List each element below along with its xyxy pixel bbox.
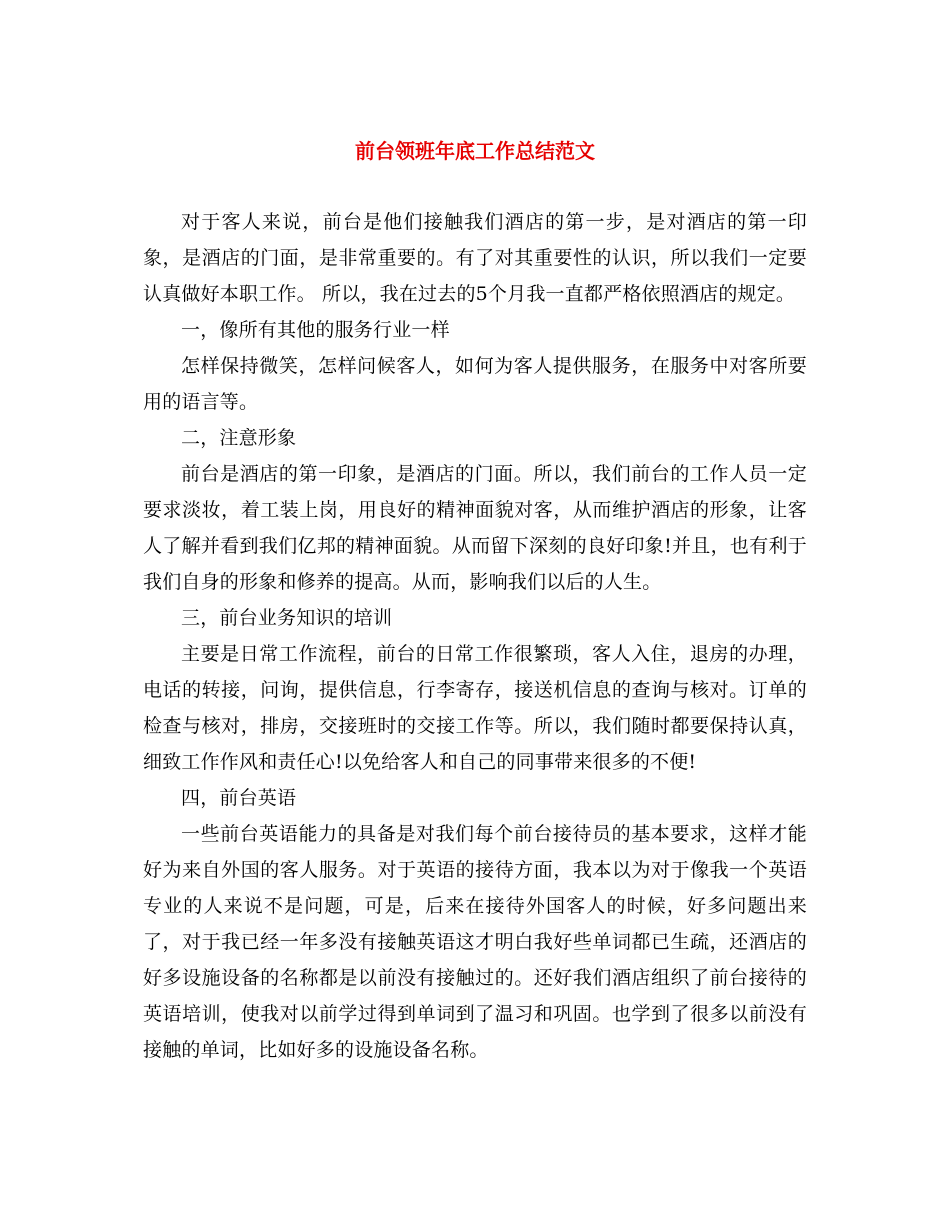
section-heading-3: 三，前台业务知识的培训 — [181, 607, 393, 629]
section-heading-1: 一，像所有其他的服务行业一样 — [181, 319, 450, 341]
document-title: 前台领班年底工作总结范文 — [355, 139, 595, 163]
paragraph-intro: 对于客人来说，前台是他们接触我们酒店的第一步，是对酒店的第一印象，是酒店的门面，是非常重要的。有了对其重要性的认识，所以我们一定要认真做好本职工作。 所以，我在过去的5个月我一直都严格依照酒店的规定。 — [143, 211, 807, 305]
section-heading-4: 四，前台英语 — [181, 787, 297, 809]
paragraph-section-3: 主要是日常工作流程，前台的日常工作很繁琐，客人入住，退房的办理，电话的转接，问询，提供信息，行李寄存，接送机信息的查询与核对。订单的检查与核对，排房，交接班时的交接工作等。所以，我们随时都要保持认真，细致工作作风和责任心!以免给客人和自己的同事带来很多的不便! — [143, 643, 807, 773]
document-body — [143, 204, 807, 1068]
section-heading-2: 二，注意形象 — [181, 427, 297, 449]
paragraph-section-2: 前台是酒店的第一印象，是酒店的门面。所以，我们前台的工作人员一定要求淡妆，着工装上岗，用良好的精神面貌对客，从而维护酒店的形象，让客人了解并看到我们亿邦的精神面貌。从而留下深刻的良好印象!并且，也有利于我们自身的形象和修养的提高。从而，影响我们以后的人生。 — [143, 463, 807, 593]
paragraph-section-1: 怎样保持微笑，怎样问候客人，如何为客人提供服务，在服务中对客所要用的语言等。 — [143, 355, 807, 413]
paragraph-section-4: 一些前台英语能力的具备是对我们每个前台接待员的基本要求，这样才能好为来自外国的客人服务。对于英语的接待方面，我本以为对于像我一个英语专业的人来说不是问题，可是，后来在接待外国客人的时候，好多问题出来了，对于我已经一年多没有接触英语这才明白我好些单词都已生疏，还酒店的好多设施设备的名称都是以前没有接触过的。还好我们酒店组织了前台接待的英语培训，使我对以前学过得到单词到了温习和巩固。也学到了很多以前没有接触的单词，比如好多的设施设备名称。 — [143, 823, 807, 1061]
